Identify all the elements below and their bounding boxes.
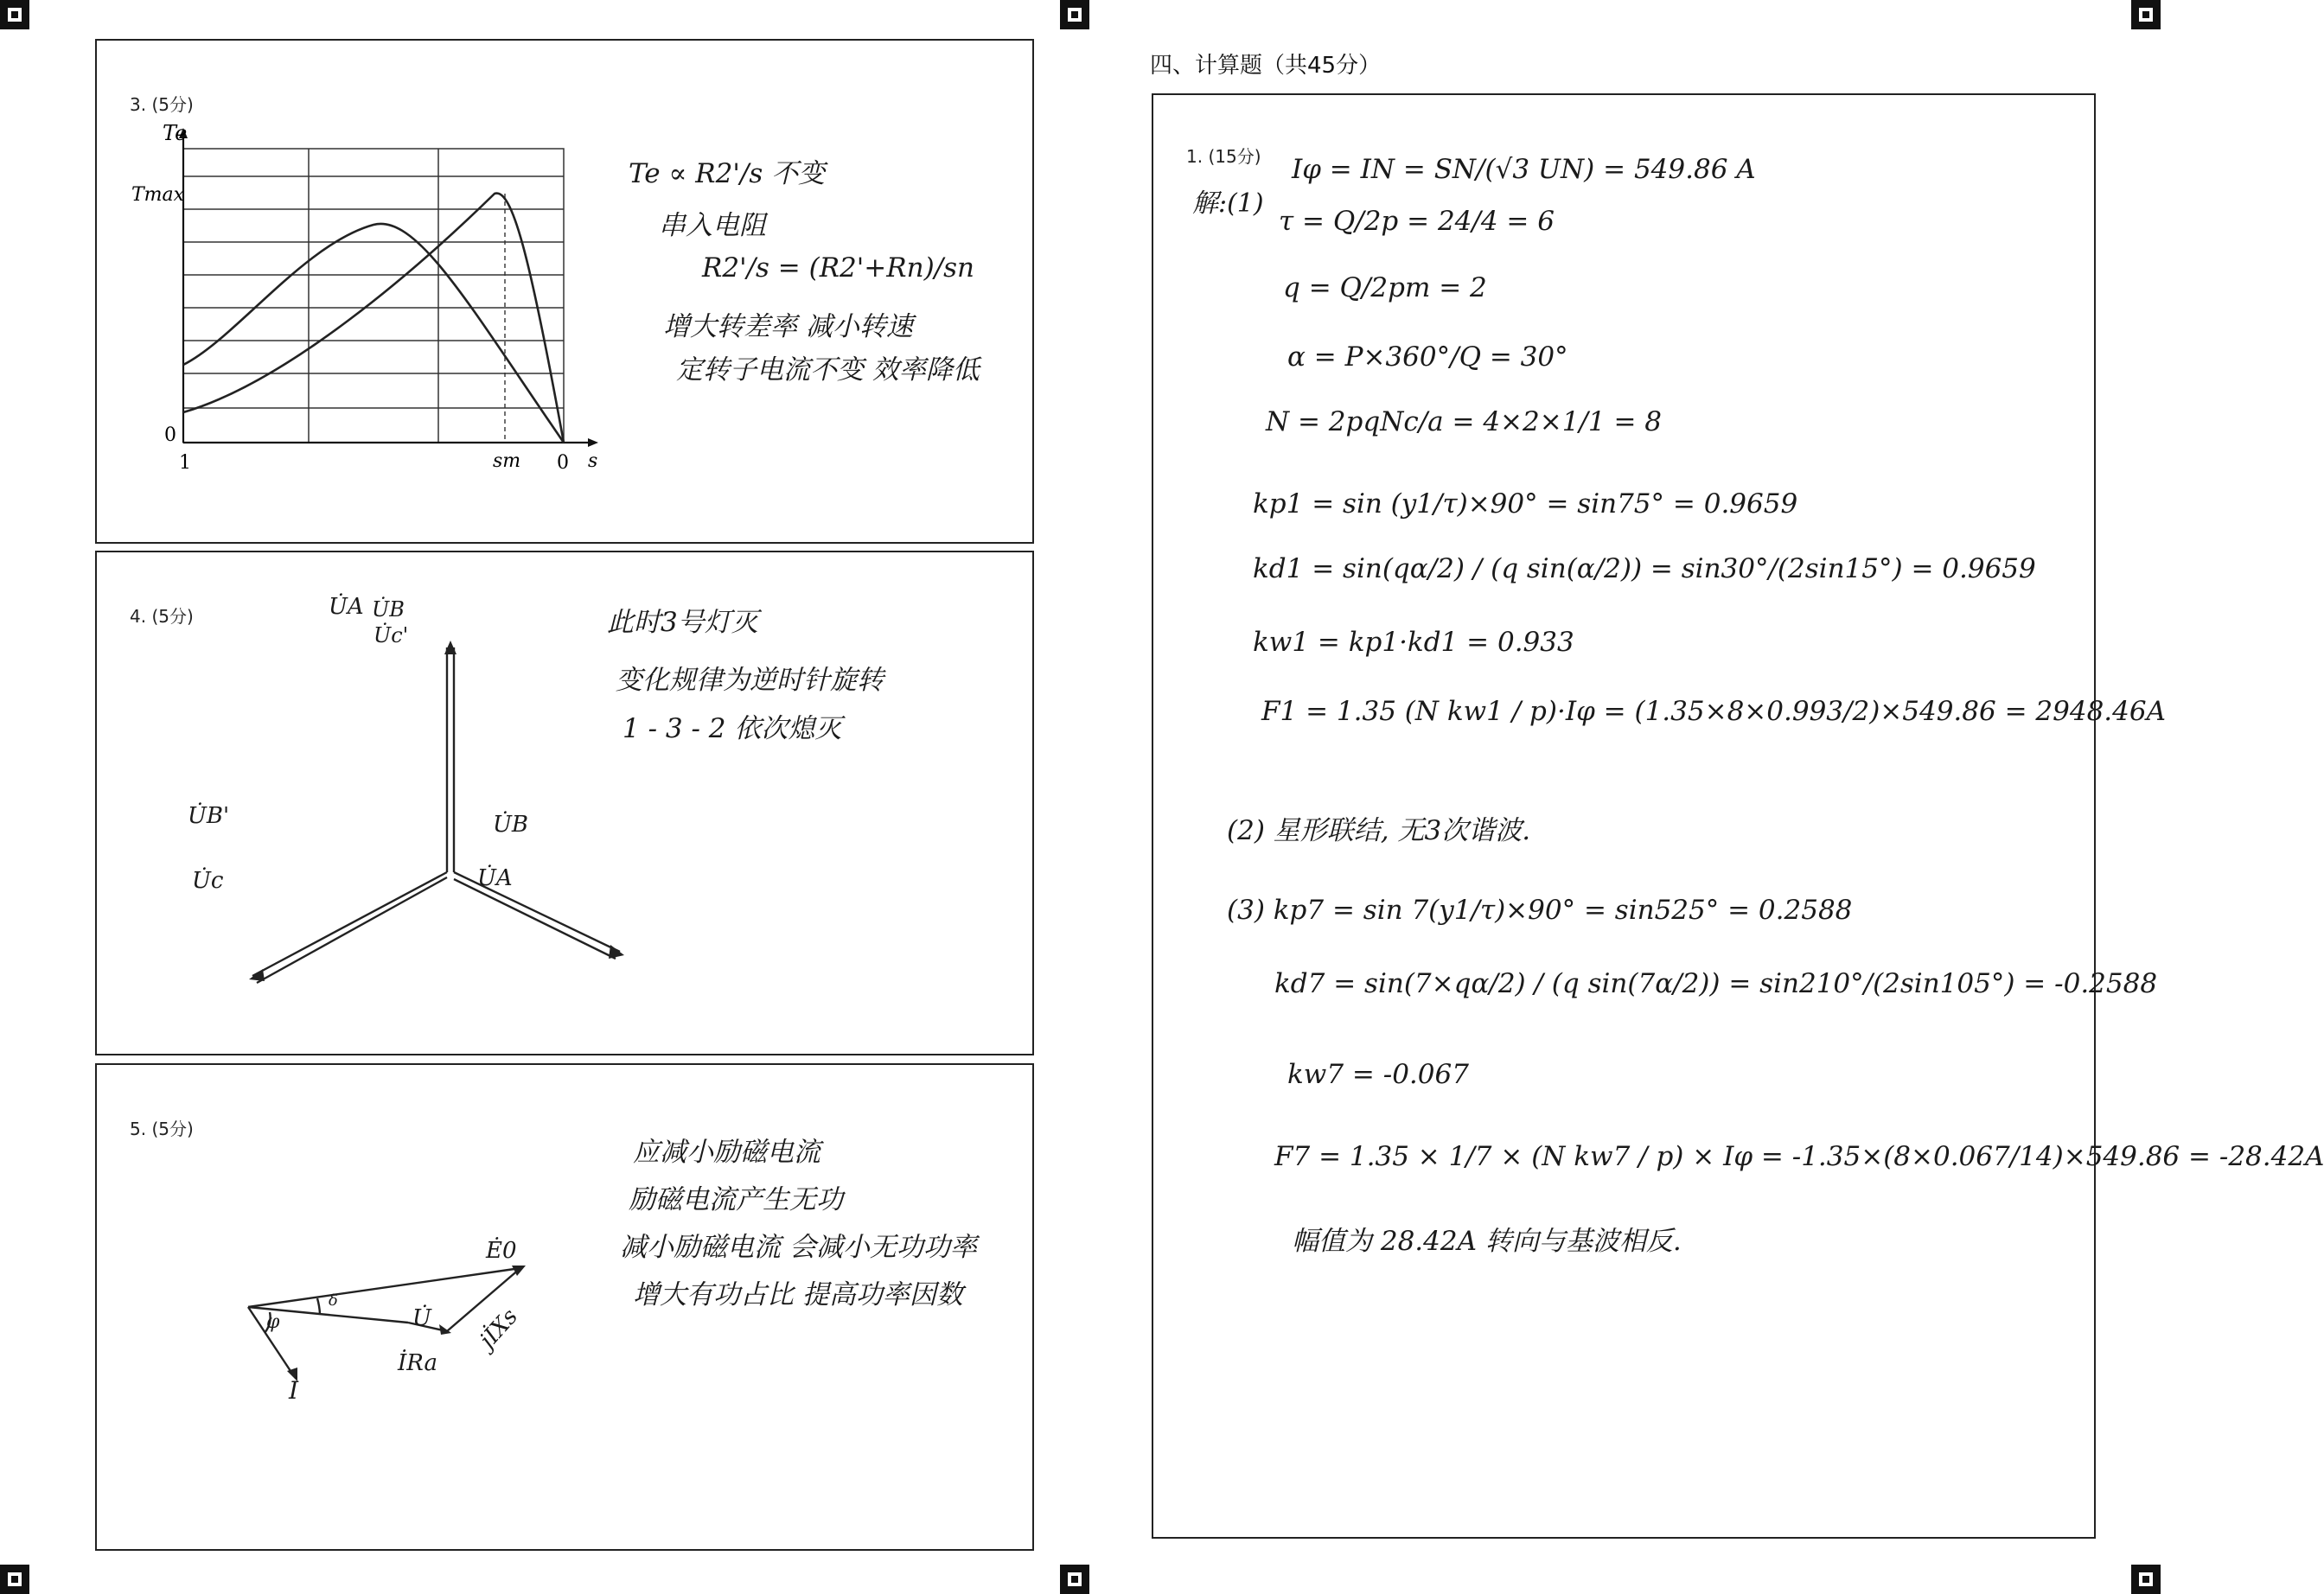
calculation-box <box>1152 93 2324 1539</box>
q5-note-2: 励磁电流产生无功 <box>629 1184 843 1215</box>
vector-label-i: İ <box>289 1376 299 1405</box>
q4-note-3: 1 - 3 - 2 依次熄灭 <box>622 713 842 744</box>
vector-label-jixs: jİXs <box>475 1304 524 1354</box>
q3-note-4: 增大转差率 减小转速 <box>663 311 913 342</box>
y-axis-label: Te <box>163 121 188 145</box>
calc-line-11: (3) kp7 = sin 7(y1/τ)×90° = sin525° = 0.2588 <box>1227 895 1853 926</box>
q4-note-1: 此时3号灯灭 <box>607 607 758 638</box>
vector-label-uc: U̇c <box>192 868 224 894</box>
vector-label-u: U̇ <box>412 1305 431 1331</box>
corner-marker-bottom-left <box>0 1565 29 1594</box>
vector-label-ub: U̇B <box>493 812 529 838</box>
q3-note-3: R2'/s = (R2'+Rn)/sn <box>702 252 974 284</box>
question-5-box <box>95 1063 1034 1551</box>
y-zero-label: 0 <box>164 424 176 446</box>
corner-marker-top-middle <box>1060 0 1089 29</box>
calc-line-6: kp1 = sin (y1/τ)×90° = sin75° = 0.9659 <box>1253 488 1798 520</box>
vector-label-ua: U̇A <box>329 594 364 620</box>
q3-note-1: Te ∝ R2'/s 不变 <box>629 158 826 189</box>
question-4-box <box>95 551 1034 1055</box>
x-zero-label: 0 <box>557 452 569 474</box>
calc-line-12: kd7 = sin(7×qα/2) / (q sin(7α/2)) = sin210°/(2sin105°) = -0.2588 <box>1274 968 2158 999</box>
question-1-label: 1. (15分) <box>1186 146 1261 167</box>
calc-line-1: Iφ = IN = SN/(√3 UN) = 549.86 A <box>1292 154 1756 185</box>
calc-line-3: q = Q/2pm = 2 <box>1283 272 1487 303</box>
corner-marker-bottom-middle <box>1060 1565 1089 1594</box>
q3-note-2: 串入电阻 <box>659 210 766 241</box>
vector-label-uc-top: U̇c' <box>374 623 409 647</box>
corner-marker-top-right <box>2131 0 2161 29</box>
calc-line-8: kw1 = kp1·kd1 = 0.933 <box>1253 627 1574 658</box>
phasor-diagram-q4 <box>183 596 633 959</box>
q5-note-4: 增大有功占比 提高功率因数 <box>633 1279 963 1310</box>
calc-line-5: N = 2pqNc/a = 4×2×1/1 = 8 <box>1266 406 1663 437</box>
vector-label-ub-top: U̇B <box>372 597 405 622</box>
x-axis-label: s <box>588 450 598 472</box>
q5-note-3: 减小励磁电流 会减小无功功率 <box>620 1232 977 1263</box>
calc-line-2: τ = Q/2p = 24/4 = 6 <box>1279 206 1555 237</box>
solution-prefix: 解:(1) <box>1192 188 1264 219</box>
question-4-label: 4. (5分) <box>130 606 194 627</box>
x-sm-label: sm <box>493 450 521 472</box>
vector-label-ub-prime: U̇B' <box>188 803 230 829</box>
question-3-label: 3. (5分) <box>130 94 194 115</box>
calc-line-13: kw7 = -0.067 <box>1287 1059 1469 1090</box>
corner-marker-top-left <box>0 0 29 29</box>
question-3-box <box>95 39 1034 544</box>
calc-line-10: (2) 星形联结, 无3次谐波. <box>1227 815 1531 846</box>
corner-marker-bottom-right <box>2131 1565 2161 1594</box>
angle-label-delta: δ <box>329 1291 338 1310</box>
calc-line-4: α = P×360°/Q = 30° <box>1287 341 1568 373</box>
vector-label-ira: İRa <box>398 1350 437 1376</box>
q4-note-2: 变化规律为逆时针旋转 <box>616 665 884 696</box>
angle-label-phi: φ <box>266 1311 280 1333</box>
calc-line-9: F1 = 1.35 (N kw1 / p)·Iφ = (1.35×8×0.993/2)×549.86 = 2948.46A <box>1261 696 2166 727</box>
torque-slip-chart <box>131 114 633 546</box>
calc-line-14: F7 = 1.35 × 1/7 × (N kw7 / p) × Iφ = -1.35×(8×0.067/14)×549.86 = -28.42A <box>1274 1141 2324 1172</box>
vector-label-e0: Ė0 <box>486 1238 517 1264</box>
q5-note-1: 应减小励磁电流 <box>633 1137 820 1168</box>
section-title: 四、计算题（共45分） <box>1150 53 1382 79</box>
x-left-label: 1 <box>179 452 191 474</box>
q3-note-5: 定转子电流不变 效率降低 <box>676 354 980 386</box>
question-5-label: 5. (5分) <box>130 1119 194 1139</box>
calc-line-7: kd1 = sin(qα/2) / (q sin(α/2)) = sin30°/(2sin15°) = 0.9659 <box>1253 553 2036 584</box>
calc-line-15: 幅值为 28.42A 转向与基波相反. <box>1292 1226 1682 1257</box>
vector-label-ua-bottom: U̇A <box>477 865 513 891</box>
y-max-label: Tmax <box>131 184 185 206</box>
